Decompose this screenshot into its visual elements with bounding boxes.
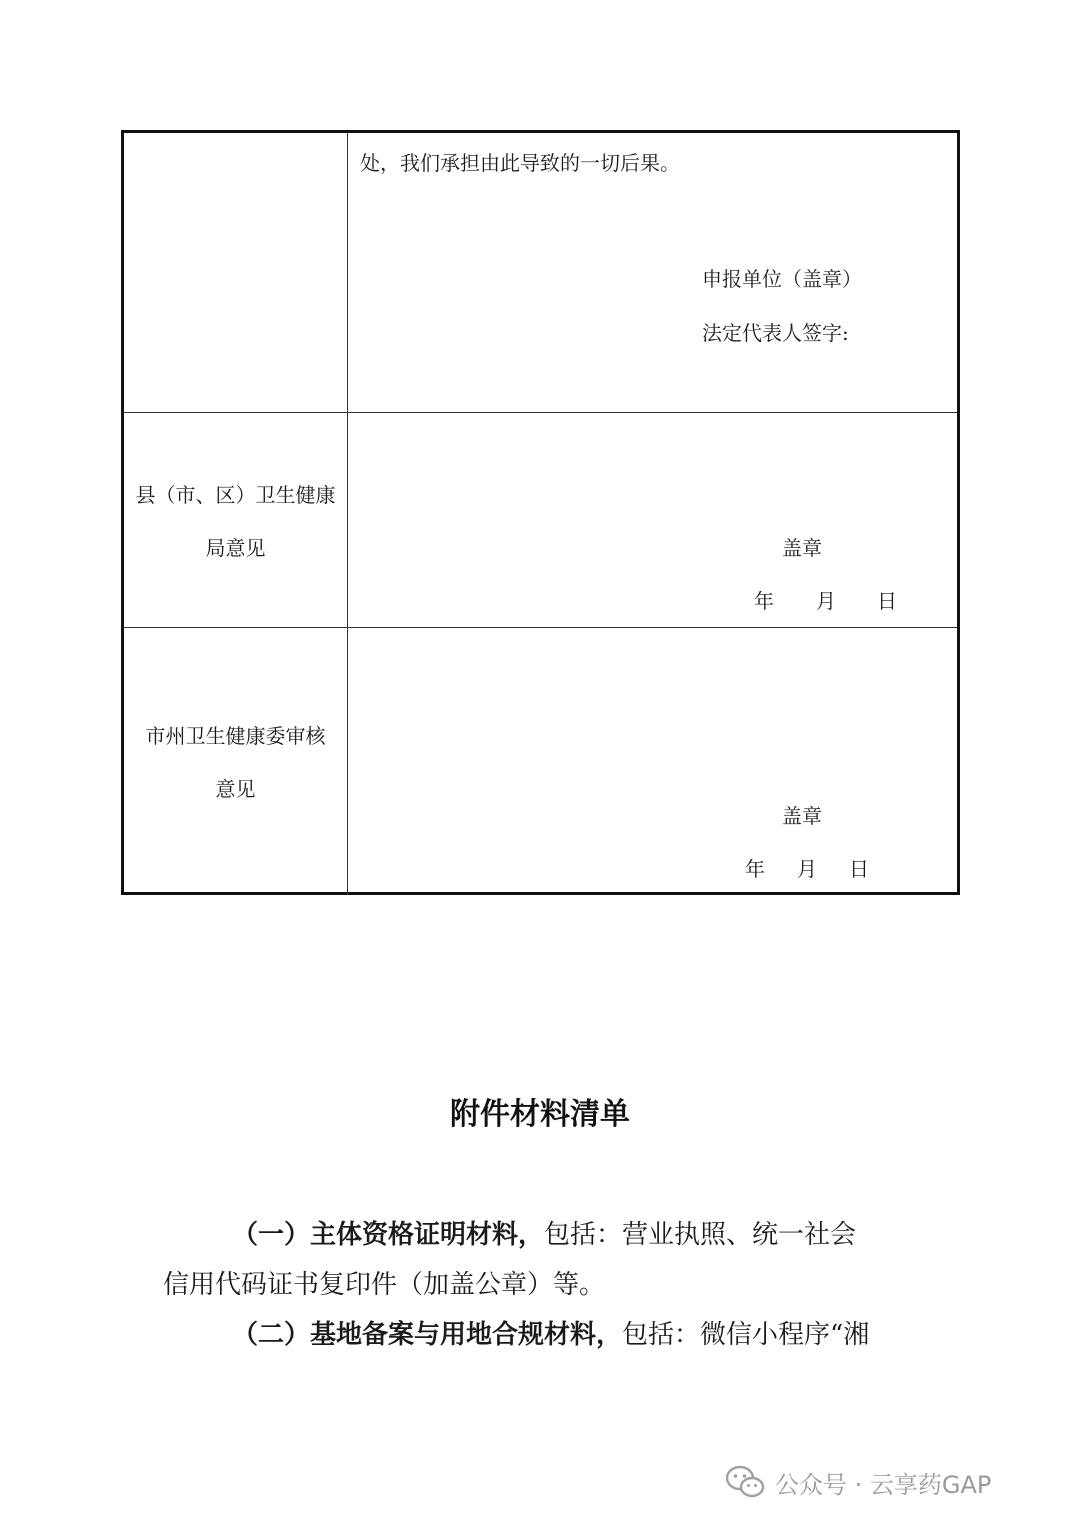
- city-seal-label: 盖章: [782, 804, 822, 828]
- approval-form-table: [121, 130, 960, 895]
- city-date-year: 年: [745, 857, 765, 881]
- applicant-seal-label: 申报单位（盖章）: [702, 267, 862, 291]
- county-opinion-label-line1: 县（市、区）卫生健康: [135, 483, 336, 507]
- wechat-watermark: [725, 1462, 991, 1502]
- legal-rep-signature-label: 法定代表人签字:: [702, 321, 849, 345]
- city-date-month: 月: [797, 857, 817, 881]
- attachment-item-2-title: （二）基地备案与用地合规材料，: [232, 1320, 623, 1350]
- county-date-year: 年: [754, 589, 774, 613]
- attachments-heading: 附件材料清单: [450, 1097, 630, 1132]
- county-date-month: 月: [816, 589, 836, 613]
- column-divider: [347, 628, 348, 895]
- attachment-item-1-line1: [232, 1222, 856, 1248]
- attachment-item-1-desc: 包括：营业执照、统一社会: [544, 1220, 857, 1250]
- county-seal-label: 盖章: [782, 536, 822, 560]
- table-row-county-opinion: [124, 413, 957, 628]
- table-row-city-opinion: [124, 628, 957, 895]
- watermark-text: 公众号 · 云享药GAP: [775, 1470, 992, 1499]
- county-opinion-label-line2: 局意见: [205, 536, 266, 560]
- commitment-text: 处，我们承担由此导致的一切后果。: [360, 151, 680, 175]
- attachment-item-2-line1: [232, 1322, 869, 1348]
- city-opinion-label-line2: 意见: [215, 777, 256, 801]
- attachment-item-1-line2: 信用代码证书复印件（加盖公章）等。: [163, 1270, 606, 1300]
- county-date-day: 日: [877, 589, 897, 613]
- table-row-applicant: [124, 133, 957, 413]
- column-divider: [347, 413, 348, 627]
- city-opinion-label-line1: 市州卫生健康委审核: [145, 724, 326, 748]
- column-divider: [347, 133, 348, 412]
- attachment-item-1-title: （一）主体资格证明材料，: [232, 1220, 545, 1250]
- attachment-item-2-desc: 包括：微信小程序“湘: [622, 1320, 870, 1350]
- wechat-icon: [725, 1465, 765, 1499]
- city-date-day: 日: [849, 857, 869, 881]
